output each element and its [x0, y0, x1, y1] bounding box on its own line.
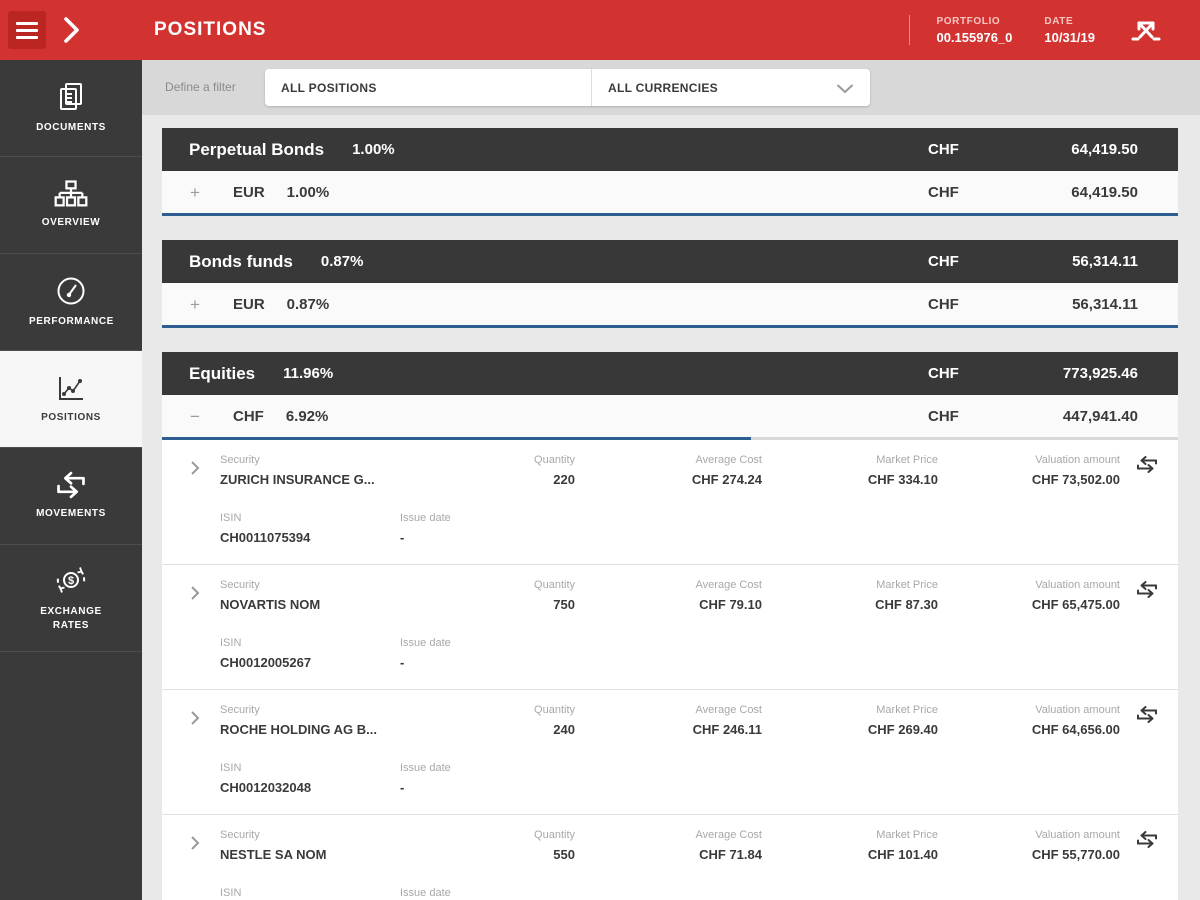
positions-filter-dropdown[interactable]: [265, 69, 592, 106]
subrow-amount: 447,941.40: [1062, 407, 1138, 425]
section-percent: 11.96%: [283, 365, 334, 382]
allocation-bar: [162, 325, 1178, 328]
section-equities: [162, 352, 1178, 900]
section-amount: 64,419.50: [1071, 141, 1138, 158]
expand-icon[interactable]: +: [190, 182, 200, 202]
quantity-value: 240: [553, 722, 575, 737]
isin-label: ISIN: [220, 512, 242, 524]
sidebar-item-movements[interactable]: [0, 448, 142, 545]
market-price-label: Market Price: [876, 454, 938, 466]
sidebar-item-label: EXCHANGE RATES: [40, 605, 102, 631]
valuation-label: Valuation amount: [1035, 579, 1120, 591]
chevron-right-icon[interactable]: [190, 710, 200, 731]
subrow-currency-code: CHF: [233, 407, 264, 425]
swap-arrows-icon[interactable]: [1136, 831, 1158, 853]
sidebar-item-exchange-rates[interactable]: [0, 545, 142, 652]
security-name: NOVARTIS NOM: [220, 597, 321, 612]
issue-date-label: Issue date: [400, 512, 451, 524]
valuation-value: CHF 64,656.00: [1031, 722, 1120, 737]
performance-gauge-icon: [55, 275, 87, 307]
subrow-currency: CHF: [928, 295, 959, 313]
security-row[interactable]: [162, 815, 1178, 900]
valuation-value: CHF 65,475.00: [1031, 597, 1120, 612]
security-row[interactable]: [162, 565, 1178, 690]
filter-box: [265, 69, 870, 106]
quantity-value: 220: [553, 472, 575, 487]
market-price-value: CHF 101.40: [867, 847, 938, 862]
security-name: ZURICH INSURANCE G...: [220, 472, 375, 487]
market-price-label: Market Price: [876, 829, 938, 841]
market-price-label: Market Price: [876, 704, 938, 716]
valuation-label: Valuation amount: [1035, 454, 1120, 466]
filter-bar: [142, 60, 1200, 115]
date-selector[interactable]: [1044, 16, 1095, 45]
sidebar-item-label: OVERVIEW: [41, 216, 101, 228]
securities-list: [162, 440, 1178, 900]
sections-container: [142, 115, 1200, 900]
valuation-value: CHF 55,770.00: [1031, 847, 1120, 862]
chevron-right-icon[interactable]: [190, 585, 200, 606]
isin-label: ISIN: [220, 762, 242, 774]
issue-date-value: -: [400, 780, 405, 795]
isin-value: CH0012032048: [220, 780, 312, 795]
quantity-value: 550: [553, 847, 575, 862]
portfolio-label: PORTFOLIO: [936, 15, 1001, 27]
date-value: 10/31/19: [1044, 29, 1095, 45]
subrow-currency: CHF: [928, 407, 959, 425]
hamburger-menu-button[interactable]: [8, 11, 46, 49]
currency-filter-dropdown[interactable]: [592, 69, 870, 106]
expand-icon[interactable]: +: [190, 294, 200, 314]
positions-filter-value: ALL POSITIONS: [281, 80, 377, 95]
issue-date-label: Issue date: [400, 762, 451, 774]
section-currency: CHF: [928, 365, 959, 382]
section-percent: 0.87%: [320, 253, 364, 270]
issue-date-value: -: [400, 655, 405, 670]
currency-subrow[interactable]: [162, 171, 1178, 213]
currency-subrow[interactable]: [162, 395, 1178, 437]
market-price-label: Market Price: [876, 579, 938, 591]
average-cost-value: CHF 274.24: [691, 472, 762, 487]
sidebar-item-documents[interactable]: [0, 60, 142, 157]
swap-arrows-icon[interactable]: [1136, 456, 1158, 478]
chevron-right-icon[interactable]: [190, 835, 200, 856]
sidebar: [0, 60, 142, 900]
market-price-value: CHF 334.10: [867, 472, 938, 487]
portfolio-value: 00.155976_0: [936, 29, 1013, 45]
sidebar-item-positions[interactable]: [0, 351, 142, 448]
subrow-percent: 6.92%: [285, 407, 329, 425]
positions-chart-icon: [55, 373, 87, 403]
quantity-value: 750: [553, 597, 575, 612]
valuation-value: CHF 73,502.00: [1031, 472, 1120, 487]
top-bar: [0, 0, 1200, 60]
average-cost-label: Average Cost: [695, 579, 762, 591]
issue-date-value: -: [400, 530, 405, 545]
main-content: [142, 60, 1200, 900]
subrow-amount: 56,314.11: [1072, 295, 1138, 313]
average-cost-label: Average Cost: [695, 454, 762, 466]
sidebar-item-label: DOCUMENTS: [36, 121, 106, 133]
currency-subrow[interactable]: [162, 283, 1178, 325]
average-cost-label: Average Cost: [695, 704, 762, 716]
quantity-label: Quantity: [534, 829, 575, 841]
section-currency: CHF: [928, 253, 959, 270]
section-header[interactable]: [162, 128, 1178, 171]
topbar-divider: [909, 15, 910, 45]
portfolio-selector[interactable]: [936, 16, 1012, 45]
security-row[interactable]: [162, 440, 1178, 565]
average-cost-value: CHF 71.84: [699, 847, 762, 862]
chevron-down-icon: [836, 83, 854, 97]
quantity-label: Quantity: [534, 579, 575, 591]
market-price-value: CHF 87.30: [875, 597, 938, 612]
security-label: Security: [220, 829, 260, 841]
section-amount: 56,314.11: [1072, 253, 1138, 270]
valuation-label: Valuation amount: [1035, 704, 1120, 716]
sidebar-item-overview[interactable]: [0, 157, 142, 254]
chevron-right-icon[interactable]: [190, 460, 200, 481]
section-title: Equities: [189, 363, 256, 383]
swap-arrows-icon[interactable]: [1136, 581, 1158, 603]
sidebar-item-label: PERFORMANCE: [29, 315, 114, 327]
security-name: NESTLE SA NOM: [220, 847, 327, 862]
security-label: Security: [220, 454, 260, 466]
quantity-label: Quantity: [534, 454, 575, 466]
subrow-currency-code: EUR: [233, 183, 265, 201]
collapse-icon[interactable]: −: [190, 406, 200, 426]
sidebar-item-label: MOVEMENTS: [36, 507, 106, 519]
isin-label: ISIN: [220, 887, 242, 899]
section-header[interactable]: [162, 240, 1178, 283]
issue-date-label: Issue date: [400, 637, 451, 649]
average-cost-label: Average Cost: [695, 829, 762, 841]
subrow-amount: 64,419.50: [1071, 183, 1138, 201]
subrow-percent: 0.87%: [286, 295, 330, 313]
section-currency: CHF: [928, 141, 959, 158]
average-cost-value: CHF 246.11: [692, 722, 762, 737]
subrow-percent: 1.00%: [286, 183, 330, 201]
isin-label: ISIN: [220, 637, 242, 649]
isin-value: CH0011075394: [220, 530, 311, 545]
allocation-bar: [162, 213, 1178, 216]
isin-value: CH0012005267: [220, 655, 312, 670]
section-amount: 773,925.46: [1062, 365, 1138, 382]
security-label: Security: [220, 704, 260, 716]
section-perpetual-bonds: [162, 128, 1178, 216]
subrow-currency-code: EUR: [233, 295, 265, 313]
security-row[interactable]: [162, 690, 1178, 815]
section-title: Perpetual Bonds: [189, 139, 325, 159]
section-header[interactable]: [162, 352, 1178, 395]
shuffle-exchange-icon[interactable]: [1127, 15, 1165, 45]
exchange-rates-icon: [54, 563, 88, 597]
svg-text:$: $: [67, 574, 75, 587]
sidebar-item-label: POSITIONS: [41, 411, 101, 423]
security-label: Security: [220, 579, 260, 591]
subrow-currency: CHF: [928, 183, 959, 201]
section-percent: 1.00%: [352, 141, 395, 158]
average-cost-value: CHF 79.10: [699, 597, 762, 612]
movements-arrows-icon: [54, 471, 88, 499]
section-title: Bonds funds: [189, 251, 293, 271]
valuation-label: Valuation amount: [1035, 829, 1120, 841]
date-label: DATE: [1044, 15, 1074, 27]
chevron-right-icon[interactable]: [62, 17, 80, 43]
swap-arrows-icon[interactable]: [1136, 706, 1158, 728]
section-bonds-funds: [162, 240, 1178, 328]
page-title: POSITIONS: [154, 19, 267, 40]
sidebar-item-performance[interactable]: [0, 254, 142, 351]
quantity-label: Quantity: [534, 704, 575, 716]
documents-icon: [55, 81, 87, 113]
issue-date-label: Issue date: [400, 887, 451, 899]
security-name: ROCHE HOLDING AG B...: [220, 722, 377, 737]
filter-label: Define a filter: [165, 80, 236, 94]
market-price-value: CHF 269.40: [867, 722, 938, 737]
overview-icon: [54, 180, 88, 208]
currency-filter-value: ALL CURRENCIES: [608, 80, 718, 95]
